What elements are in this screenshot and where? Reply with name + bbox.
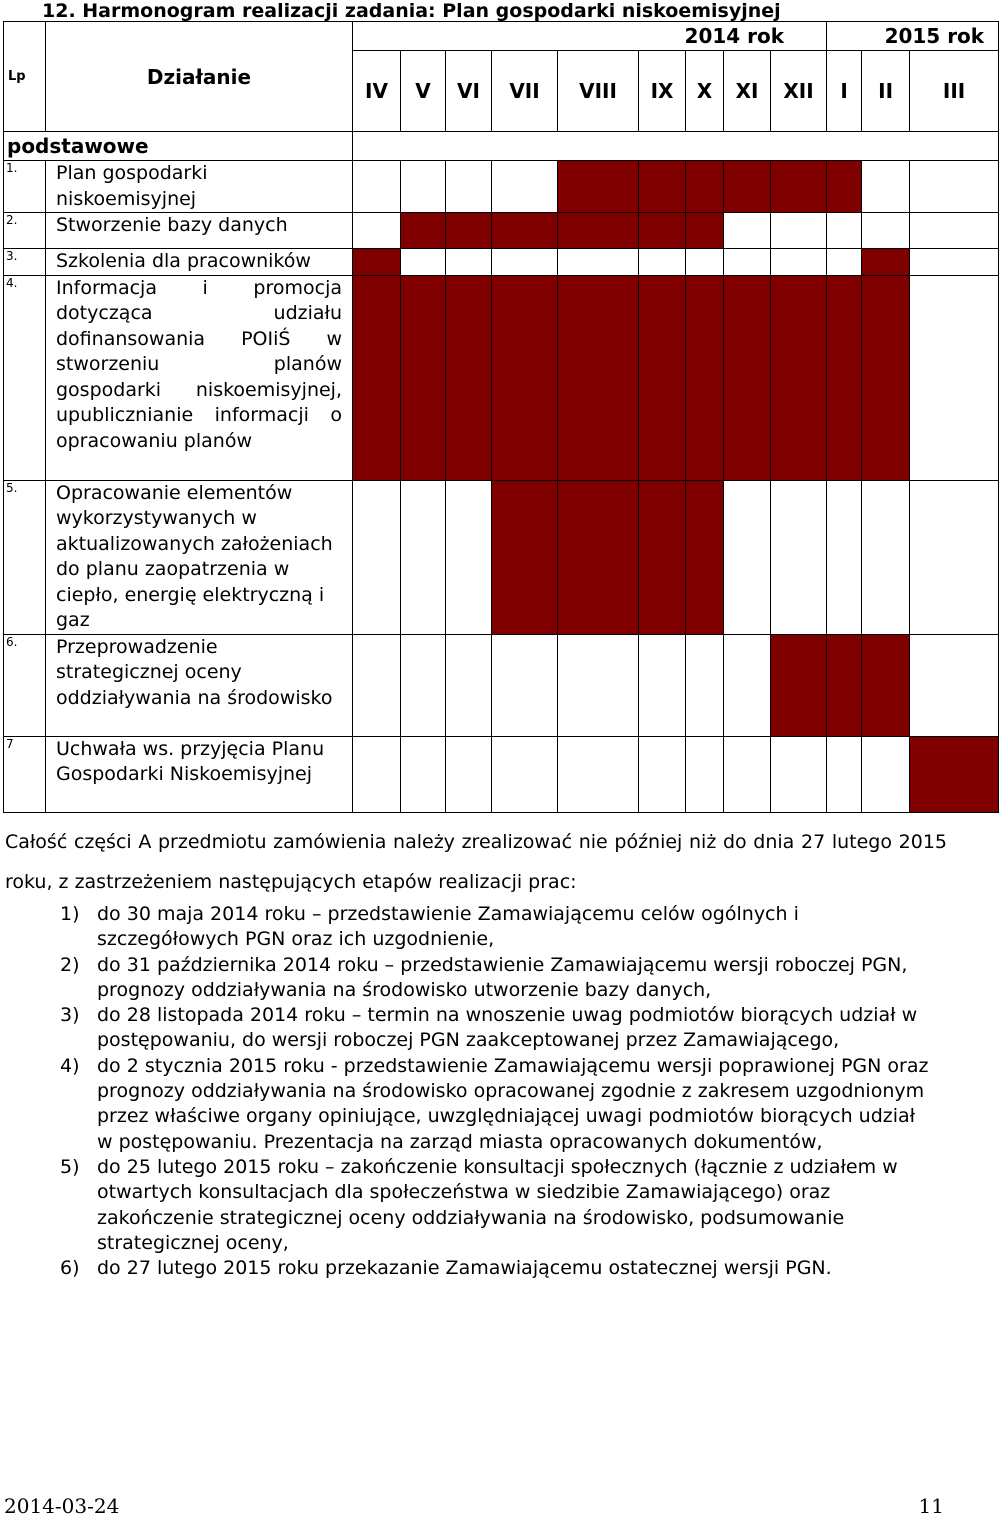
gantt-bar-cell (686, 480, 724, 634)
gantt-empty-cell (446, 161, 492, 213)
table-row (4, 213, 999, 249)
gantt-empty-cell (558, 249, 639, 276)
gantt-bar-cell (353, 249, 401, 276)
month-header: XII (771, 51, 827, 132)
gantt-empty-cell (639, 634, 686, 736)
list-item (0, 1256, 930, 1281)
gantt-empty-cell (446, 736, 492, 812)
gantt-empty-cell (686, 736, 724, 812)
action-label: Informacja i promocja dotycząca udziału dofinansowania POIiŚ w stworzeniu planów gospodarki niskoemisyjnej, upublicznianie informacji o opracowaniu planów (46, 275, 353, 480)
gantt-empty-cell (910, 275, 999, 480)
table-row (4, 161, 999, 213)
table-row (4, 480, 999, 634)
table-row (4, 275, 999, 480)
action-label: Przeprowadzenie strategicznej oceny oddziaływania na środowisko (46, 634, 353, 736)
row-number: 1. (4, 161, 46, 213)
table-row (4, 736, 999, 812)
section-heading: 12. Harmonogram realizacji zadania: Plan gospodarki niskoemisyjnej (42, 0, 781, 22)
gantt-bar-cell (686, 275, 724, 480)
month-header: VIII (558, 51, 639, 132)
row-number: 2. (4, 213, 46, 249)
gantt-bar-cell (353, 275, 401, 480)
intro-paragraph: Całość części A przedmiotu zamówienia należy zrealizować nie później niż do dnia 27 lutego 2015 roku, z zastrzeżeniem następujących etapów realizacji prac: (5, 831, 947, 893)
gantt-empty-cell (862, 480, 910, 634)
gantt-empty-cell (827, 480, 862, 634)
list-text: do 30 maja 2014 roku – przedstawienie Zamawiającemu celów ogólnych i szczegółowych PGN oraz ich uzgodnienie, (97, 903, 799, 951)
gantt-bar-cell (492, 480, 558, 634)
month-header: I (827, 51, 862, 132)
gantt-bar-cell (827, 275, 862, 480)
gantt-empty-cell (401, 480, 446, 634)
list-number: 2) (60, 953, 80, 976)
list-text: do 27 lutego 2015 roku przekazanie Zamawiającemu ostatecznej wersji PGN. (97, 1257, 832, 1280)
gantt-bar-cell (639, 161, 686, 213)
gantt-bar-cell (639, 213, 686, 249)
gantt-empty-cell (827, 249, 862, 276)
month-header: V (401, 51, 446, 132)
gantt-bar-cell (910, 736, 999, 812)
month-header: X (686, 51, 724, 132)
gantt-empty-cell (862, 213, 910, 249)
gantt-empty-cell (401, 249, 446, 276)
list-number: 5) (60, 1155, 80, 1178)
list-item (0, 1155, 930, 1256)
gantt-bar-cell (446, 275, 492, 480)
gantt-bar-cell (401, 275, 446, 480)
gantt-bar-cell (686, 161, 724, 213)
list-item (0, 902, 930, 953)
action-label: Uchwała ws. przyjęcia Planu Gospodarki Niskoemisyjnej (46, 736, 353, 812)
gantt-bar-cell (771, 161, 827, 213)
gantt-empty-cell (492, 249, 558, 276)
gantt-bar-cell (771, 275, 827, 480)
list-text: do 28 listopada 2014 roku – termin na wnoszenie uwag podmiotów biorących udział w postępowaniu, do wersji roboczej PGN zaakceptowanej przez Zamawiającego, (97, 1004, 918, 1052)
gantt-empty-cell (446, 480, 492, 634)
table-row (4, 249, 999, 276)
gantt-empty-cell (724, 480, 771, 634)
gantt-empty-cell (910, 480, 999, 634)
row-number: 7 (4, 736, 46, 812)
gantt-empty-cell (827, 213, 862, 249)
gantt-bar-cell (401, 213, 446, 249)
gantt-empty-cell (492, 161, 558, 213)
gantt-empty-cell (862, 736, 910, 812)
gantt-empty-cell (353, 161, 401, 213)
gantt-bar-cell (558, 161, 639, 213)
gantt-bar-cell (639, 275, 686, 480)
gantt-empty-cell (401, 736, 446, 812)
list-text: do 25 lutego 2015 roku – zakończenie konsultacji społecznych (łącznie z udziałem w otwartych konsultacjach dla społeczeństwa w siedzibie Zamawiającego) oraz zakończenie strategicznej oceny oddziaływania na środowisko, podsumowanie strategicznej oceny, (97, 1155, 898, 1254)
gantt-empty-cell (353, 480, 401, 634)
gantt-empty-cell (353, 736, 401, 812)
gantt-bar-cell (724, 275, 771, 480)
list-number: 1) (60, 903, 80, 925)
gantt-empty-cell (353, 213, 401, 249)
list-item (0, 1054, 930, 1155)
gantt-empty-cell (353, 634, 401, 736)
month-header: XI (724, 51, 771, 132)
month-header: II (862, 51, 910, 132)
action-label: Szkolenia dla pracowników (46, 249, 353, 276)
gantt-empty-cell (558, 736, 639, 812)
gantt-bar-cell (492, 213, 558, 249)
gantt-empty-cell (639, 249, 686, 276)
gantt-bar-cell (862, 275, 910, 480)
gantt-empty-cell (862, 161, 910, 213)
list-item (0, 953, 930, 1004)
gantt-empty-cell (401, 161, 446, 213)
row-number: 6. (4, 634, 46, 736)
gantt-empty-cell (686, 249, 724, 276)
gantt-empty-cell (827, 736, 862, 812)
row-number: 4. (4, 275, 46, 480)
gantt-empty-cell (724, 736, 771, 812)
gantt-empty-cell (910, 161, 999, 213)
action-header: Działanie (46, 22, 353, 132)
gantt-empty-cell (686, 634, 724, 736)
gantt-bar-cell (686, 213, 724, 249)
gantt-bar-cell (639, 480, 686, 634)
page-number: 11 (918, 1494, 944, 1518)
gantt-empty-cell (771, 249, 827, 276)
list-number: 3) (60, 1004, 80, 1027)
group-label: podstawowe (4, 132, 353, 161)
gantt-empty-cell (724, 213, 771, 249)
gantt-empty-cell (492, 736, 558, 812)
gantt-bar-cell (558, 275, 639, 480)
month-header: IX (639, 51, 686, 132)
gantt-empty-cell (910, 634, 999, 736)
month-header: VII (492, 51, 558, 132)
gantt-empty-cell (910, 249, 999, 276)
gantt-bar-cell (724, 161, 771, 213)
list-item (0, 1003, 930, 1054)
gantt-bar-cell (862, 634, 910, 736)
gantt-empty-cell (639, 736, 686, 812)
gantt-empty-cell (724, 634, 771, 736)
gantt-empty-cell (492, 634, 558, 736)
list-number: 6) (60, 1257, 80, 1280)
year-2014-header: 2014 rok (353, 22, 827, 51)
action-label: Stworzenie bazy danych (46, 213, 353, 249)
gantt-bar-cell (492, 275, 558, 480)
row-number: 3. (4, 249, 46, 276)
lp-header: Lp (4, 22, 46, 132)
year-2015-header: 2015 rok (827, 22, 999, 51)
row-number: 5. (4, 480, 46, 634)
action-label: Opracowanie elementów wykorzystywanych w aktualizowanych założeniach do planu zaopatrzenia w ciepło, energię elektryczną i gaz (46, 480, 353, 634)
gantt-empty-cell (771, 213, 827, 249)
month-header: IV (353, 51, 401, 132)
action-label: Plan gospodarki niskoemisyjnej (46, 161, 353, 213)
schedule-table (3, 21, 999, 813)
gantt-bar-cell (558, 213, 639, 249)
gantt-empty-cell (771, 736, 827, 812)
gantt-empty-cell (724, 249, 771, 276)
gantt-empty-cell (558, 634, 639, 736)
list-text: do 2 stycznia 2015 roku - przedstawienie Zamawiającemu wersji poprawionej PGN oraz prognozy oddziaływania na środowisko opracowanej zgodnie z zakresem uzgodnionym przez właściwe organy opiniujące, uwzględniającej uwagi podmiotów biorących udział w postępowaniu. Prezentacja na zarząd miasta opracowanych dokumentów, (97, 1054, 929, 1153)
gantt-bar-cell (827, 634, 862, 736)
milestone-list (0, 902, 930, 1281)
month-header: III (910, 51, 999, 132)
table-row (4, 634, 999, 736)
gantt-empty-cell (446, 249, 492, 276)
gantt-bar-cell (446, 213, 492, 249)
gantt-bar-cell (771, 634, 827, 736)
list-number: 4) (60, 1054, 80, 1077)
footer-date: 2014-03-24 (4, 1494, 120, 1518)
list-text: do 31 października 2014 roku – przedstawienie Zamawiającemu wersji roboczej PGN, prognozy oddziaływania na środowisko utworzenie bazy danych, (97, 953, 908, 1001)
gantt-empty-cell (401, 634, 446, 736)
gantt-empty-cell (910, 213, 999, 249)
month-header: VI (446, 51, 492, 132)
gantt-bar-cell (827, 161, 862, 213)
gantt-empty-cell (771, 480, 827, 634)
gantt-empty-cell (446, 634, 492, 736)
gantt-bar-cell (558, 480, 639, 634)
gantt-bar-cell (862, 249, 910, 276)
